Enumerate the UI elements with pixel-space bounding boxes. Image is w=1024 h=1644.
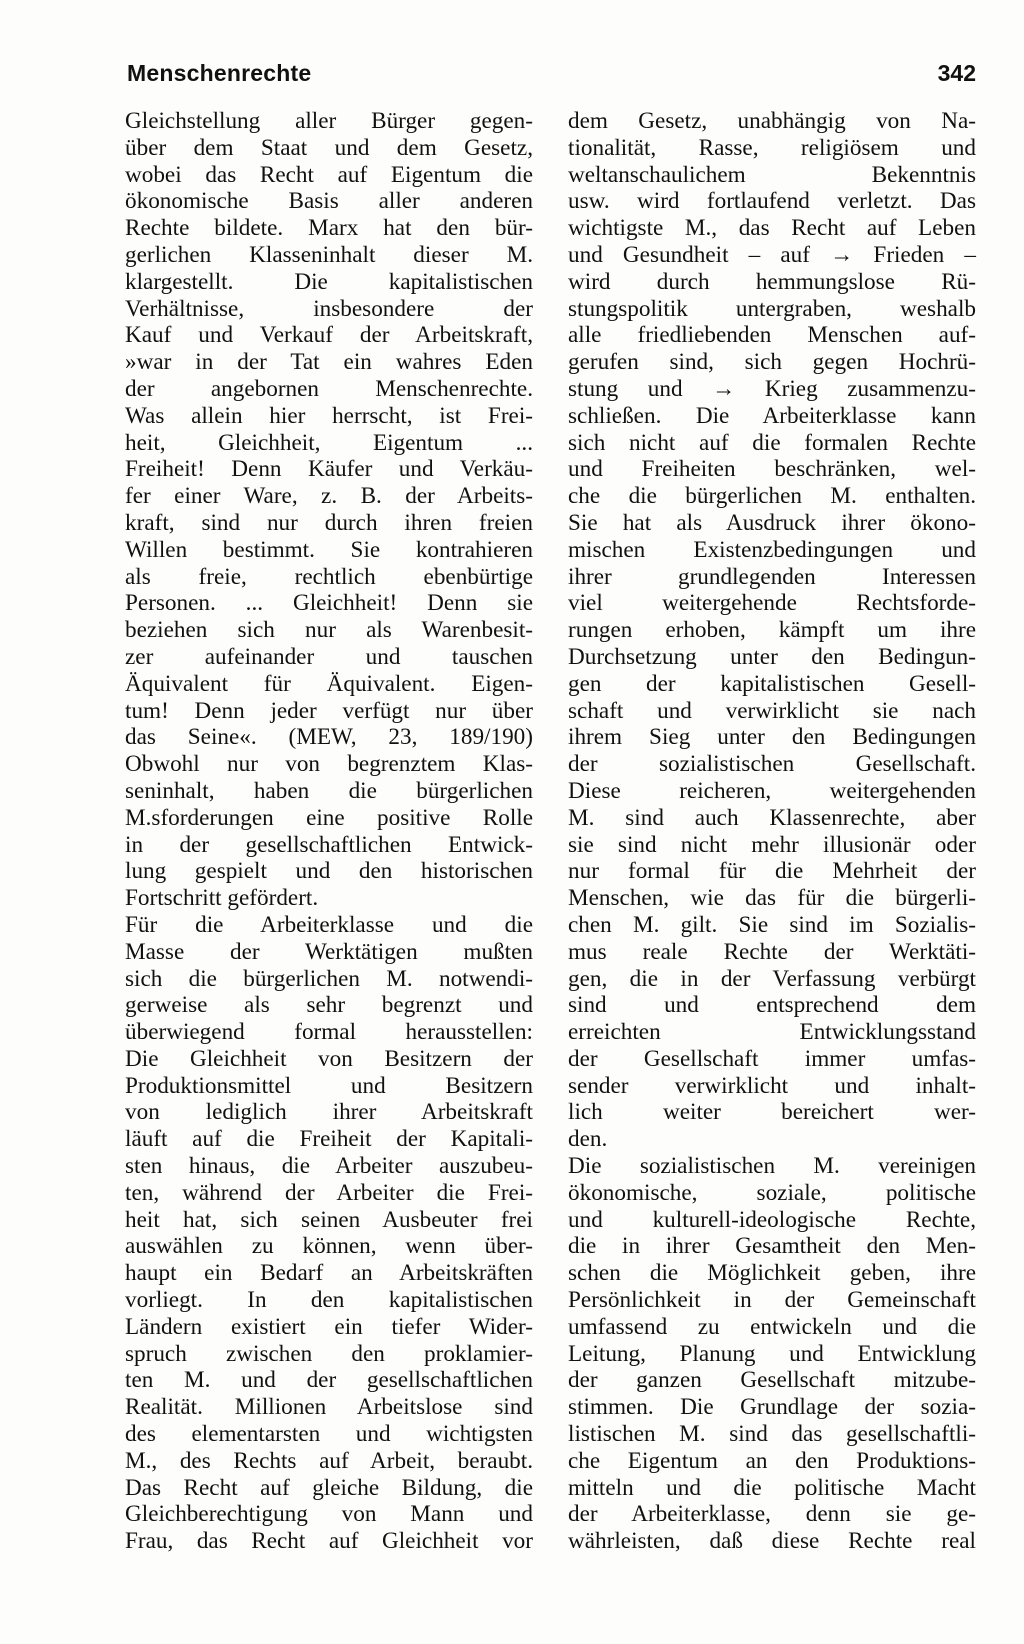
- text-line: überwiegend formal herausstellen:: [125, 1019, 533, 1046]
- text-line: ihrer grundlegenden Interessen: [568, 563, 976, 590]
- text-line: Die sozialistischen M. vereinigen: [568, 1153, 976, 1180]
- text-line: gen, die in der Verfassung verbürgt: [568, 965, 976, 992]
- text-line: Gleichberechtigung von Mann und: [125, 1501, 533, 1528]
- text-line: gen der kapitalistischen Gesell-: [568, 670, 976, 697]
- text-line: Realität. Millionen Arbeitslose sind: [125, 1394, 533, 1421]
- text-line: nur formal für die Mehrheit der: [568, 858, 976, 885]
- text-line: alle friedliebenden Menschen auf-: [568, 322, 976, 349]
- text-line: mitteln und die politische Macht: [568, 1474, 976, 1501]
- text-line: ihrem Sieg unter den Bedingungen: [568, 724, 976, 751]
- text-line: erreichten Entwicklungsstand: [568, 1019, 976, 1046]
- page-header-title: Menschenrechte: [127, 60, 312, 86]
- text-line: der sozialistischen Gesellschaft.: [568, 751, 976, 778]
- text-line: stimmen. Die Grundlage der sozia-: [568, 1394, 976, 1421]
- text-line: Für die Arbeiterklasse und die: [125, 911, 533, 938]
- text-line: M., des Rechts auf Arbeit, beraubt.: [125, 1447, 533, 1474]
- text-line: gerufen sind, sich gegen Hochrü-: [568, 349, 976, 376]
- text-line: der angebornen Menschenrechte.: [125, 375, 533, 402]
- text-line: mischen Existenzbedingungen und: [568, 536, 976, 563]
- text-line: sie sind nicht mehr illusionär oder: [568, 831, 976, 858]
- text-line: haupt ein Bedarf an Arbeitskräften: [125, 1260, 533, 1287]
- text-line: und kulturell-ideologische Rechte,: [568, 1206, 976, 1233]
- text-line: beziehen sich nur als Warenbesit-: [125, 617, 533, 644]
- text-line: Rechte bildete. Marx hat den bür-: [125, 215, 533, 242]
- text-line: viel weitergehende Rechtsforde-: [568, 590, 976, 617]
- text-line: ökonomische Basis aller anderen: [125, 188, 533, 215]
- text-line: Sie hat als Ausdruck ihrer ökono-: [568, 509, 976, 536]
- left-text-column: [125, 108, 533, 1555]
- text-line: währleisten, daß diese Rechte real: [568, 1528, 976, 1555]
- text-line: zer aufeinander und tauschen: [125, 643, 533, 670]
- text-line: kraft, sind nur durch ihren freien: [125, 509, 533, 536]
- text-line: weltanschaulichem Bekenntnis: [568, 161, 976, 188]
- text-line: heit hat, sich seinen Ausbeuter frei: [125, 1206, 533, 1233]
- text-line: Willen bestimmt. Sie kontrahieren: [125, 536, 533, 563]
- text-line: schließen. Die Arbeiterklasse kann: [568, 402, 976, 429]
- text-line: tionalität, Rasse, religiösem und: [568, 134, 976, 161]
- text-line: ten M. und der gesellschaftlichen: [125, 1367, 533, 1394]
- text-line: M.sforderungen eine positive Rolle: [125, 804, 533, 831]
- text-line: und Gesundheit – auf → Frieden –: [568, 241, 976, 268]
- text-line: über dem Staat und dem Gesetz,: [125, 134, 533, 161]
- text-line: Leitung, Planung und Entwicklung: [568, 1340, 976, 1367]
- text-line: sten hinaus, die Arbeiter auszubeu-: [125, 1153, 533, 1180]
- text-line: Gleichstellung aller Bürger gegen-: [125, 108, 533, 134]
- text-line: Obwohl nur von begrenztem Klas-: [125, 751, 533, 778]
- text-line: Fortschritt gefördert.: [125, 885, 319, 912]
- text-line: der Gesellschaft immer umfas-: [568, 1045, 976, 1072]
- text-line: M. sind auch Klassenrechte, aber: [568, 804, 976, 831]
- text-line: läuft auf die Freiheit der Kapitali-: [125, 1126, 533, 1153]
- text-line: auswählen zu können, wenn über-: [125, 1233, 533, 1260]
- text-line: wichtigste M., das Recht auf Leben: [568, 215, 976, 242]
- text-line: vorliegt. In den kapitalistischen: [125, 1287, 533, 1314]
- text-line: Äquivalent für Äquivalent. Eigen-: [125, 670, 533, 697]
- text-line: spruch zwischen den proklamier-: [125, 1340, 533, 1367]
- text-line: den.: [568, 1126, 608, 1153]
- text-line: stung und → Krieg zusammenzu-: [568, 375, 976, 402]
- text-line: stungspolitik untergraben, weshalb: [568, 295, 976, 322]
- text-line: schen die Möglichkeit geben, ihre: [568, 1260, 976, 1287]
- text-line: wird durch hemmungslose Rü-: [568, 268, 976, 295]
- text-line: wobei das Recht auf Eigentum die: [125, 161, 533, 188]
- text-line: Das Recht auf gleiche Bildung, die: [125, 1474, 533, 1501]
- text-line: gerweise als sehr begrenzt und: [125, 992, 533, 1019]
- text-line: che die bürgerlichen M. enthalten.: [568, 483, 976, 510]
- text-line: Persönlichkeit in der Gemeinschaft: [568, 1287, 976, 1314]
- text-line: heit, Gleichheit, Eigentum ...: [125, 429, 533, 456]
- text-line: Frau, das Recht auf Gleichheit vor: [125, 1528, 533, 1555]
- text-line: dem Gesetz, unabhängig von Na-: [568, 108, 976, 134]
- text-line: che Eigentum an den Produktions-: [568, 1447, 976, 1474]
- text-line: Freiheit! Denn Käufer und Verkäu-: [125, 456, 533, 483]
- text-line: Menschen, wie das für die bürgerli-: [568, 885, 976, 912]
- text-line: Was allein hier herrscht, ist Frei-: [125, 402, 533, 429]
- text-line: listischen M. sind das gesellschaftli-: [568, 1421, 976, 1448]
- text-line: mus reale Rechte der Werktäti-: [568, 938, 976, 965]
- text-line: Ländern existiert ein tiefer Wider-: [125, 1313, 533, 1340]
- text-line: der Arbeiterklasse, denn sie ge-: [568, 1501, 976, 1528]
- text-line: Produktionsmittel und Besitzern: [125, 1072, 533, 1099]
- text-line: sender verwirklicht und inhalt-: [568, 1072, 976, 1099]
- text-line: klargestellt. Die kapitalistischen: [125, 268, 533, 295]
- text-line: Diese reicheren, weitergehenden: [568, 777, 976, 804]
- text-line: Personen. ... Gleichheit! Denn sie: [125, 590, 533, 617]
- page-number: 342: [937, 60, 976, 86]
- text-line: usw. wird fortlaufend verletzt. Das: [568, 188, 976, 215]
- text-line: chen M. gilt. Sie sind im Sozialis-: [568, 911, 976, 938]
- text-line: umfassend zu entwickeln und die: [568, 1313, 976, 1340]
- text-line: gerlichen Klasseninhalt dieser M.: [125, 241, 533, 268]
- text-line: Kauf und Verkauf der Arbeitskraft,: [125, 322, 533, 349]
- text-line: »war in der Tat ein wahres Eden: [125, 349, 533, 376]
- text-line: der ganzen Gesellschaft mitzube-: [568, 1367, 976, 1394]
- text-line: in der gesellschaftlichen Entwick-: [125, 831, 533, 858]
- text-line: als freie, rechtlich ebenbürtige: [125, 563, 533, 590]
- text-line: lich weiter bereichert wer-: [568, 1099, 976, 1126]
- text-line: des elementarsten und wichtigsten: [125, 1421, 533, 1448]
- text-line: von lediglich ihrer Arbeitskraft: [125, 1099, 533, 1126]
- text-line: ten, während der Arbeiter die Frei-: [125, 1179, 533, 1206]
- text-line: tum! Denn jeder verfügt nur über: [125, 697, 533, 724]
- text-line: das Seine«. (MEW, 23, 189/190): [125, 724, 533, 751]
- right-text-column: [568, 108, 976, 1555]
- text-line: fer einer Ware, z. B. der Arbeits-: [125, 483, 533, 510]
- text-line: Durchsetzung unter den Bedingun-: [568, 643, 976, 670]
- text-line: sich die bürgerlichen M. notwendi-: [125, 965, 533, 992]
- text-line: seninhalt, haben die bürgerlichen: [125, 777, 533, 804]
- text-line: Verhältnisse, insbesondere der: [125, 295, 533, 322]
- text-line: sind und entsprechend dem: [568, 992, 976, 1019]
- text-line: Die Gleichheit von Besitzern der: [125, 1045, 533, 1072]
- text-line: Masse der Werktätigen mußten: [125, 938, 533, 965]
- text-line: ökonomische, soziale, politische: [568, 1179, 976, 1206]
- text-line: die in ihrer Gesamtheit den Men-: [568, 1233, 976, 1260]
- text-line: lung gespielt und den historischen: [125, 858, 533, 885]
- text-line: rungen erhoben, kämpft um ihre: [568, 617, 976, 644]
- text-line: und Freiheiten beschränken, wel-: [568, 456, 976, 483]
- text-line: sich nicht auf die formalen Rechte: [568, 429, 976, 456]
- text-line: schaft und verwirklicht sie nach: [568, 697, 976, 724]
